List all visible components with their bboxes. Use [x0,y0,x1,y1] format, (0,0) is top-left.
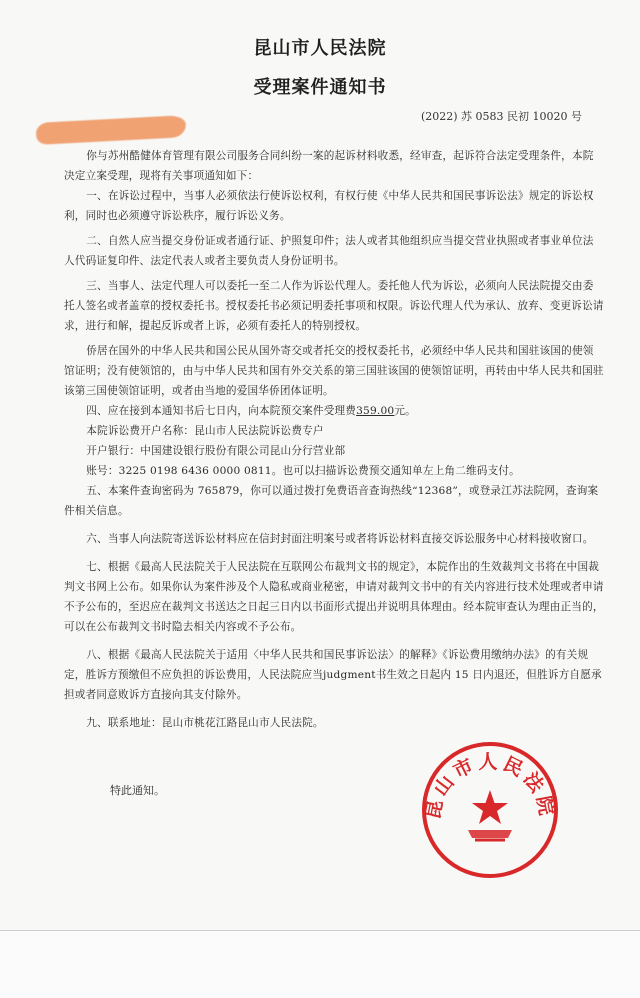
account-number-line [64,461,604,481]
item-2: 二、自然人应当提交身份证或者通行证、护照复印件；法人或者其他组织应当提交营业执照或者事业单位法人代码证复印件、法定代表人或者主要负责人身份证明书。 [64,235,594,267]
bank-value: 中国建设银行股份有限公司昆山分行营业部 [140,445,346,457]
item-7: 七、根据《最高人民法院关于人民法院在互联网公布裁判文书的规定》，本院作出的生效裁判文书将在中国裁判文书网上公布。如果你认为案件涉及个人隐私或商业秘密，申请对裁判文书中的有关内容进行技术处理或者申请不予公布的，至迟应在裁判文书送达之日起三日内以书面形式提出并说明具体理由。经本院审查认为理由正当的，可以在公布裁判文书时隐去相关内容或不予公布。 [64,561,604,633]
item-1: 一、在诉讼过程中，当事人必须依法行使诉讼权利，有权行使《中华人民共和国民事诉讼法》规定的诉讼权利，同时也必须遵守诉讼秩序，履行诉讼义务。 [64,190,594,222]
court-seal [420,740,560,880]
account-number-label: 账号： [86,465,119,477]
redaction-mark [36,115,187,145]
bank-label: 开户银行： [86,445,141,457]
seal-text: 昆山市人民法院 [422,751,558,821]
court-name-heading: 昆山市人民法院 [253,38,387,59]
document-title: 受理案件通知书 [253,77,387,98]
account-number-note: 。也可以扫描诉讼费预交通知单左上角二维码支付。 [271,465,520,477]
item-8: 八、根据《最高人民法院关于适用〈中华人民共和国民事诉讼法〉的解释》《诉讼费用缴纳办法》的有关规定，胜诉方预缴但不应负担的诉讼费用，人民法院应当judgment书生效之日起内 15 日内退还，但胜诉方自愿承担或者同意败诉方直接向其支付除外。 [64,649,602,701]
account-name-line [64,421,604,441]
fee-amount: 359.00 [356,405,395,417]
account-name-value: 昆山市人民法院诉讼费专户 [194,425,324,437]
item-5: 五、本案件查询密码为 765879，你可以通过拨打免费语音查询热线“12368”，或登录江苏法院网，查询案件相关信息。 [64,485,599,517]
item-9: 九、联系地址：昆山市桃花江路昆山市人民法院。 [86,717,324,729]
bank-line [64,441,604,461]
intro-paragraph: 你与苏州酷健体育管理有限公司服务合同纠纷一案的起诉材料收悉，经审查，起诉符合法定受理条件，本院决定立案受理，现将有关事项通知如下： [64,150,594,182]
account-number-value: 3225 0198 6436 0000 0811 [118,465,272,477]
seal-emblem-base [468,830,512,838]
item-3-continued: 侨居在国外的中华人民共和国公民从国外寄交或者托交的授权委托书，必须经中华人民共和国驻该国的使领馆证明；没有使领馆的，由与中华人民共和国有外交关系的第三国驻该国的使领馆证明，再转由中华人民共和国驻该第三国使领馆证明，或者由当地的爱国华侨团体证明。 [64,345,604,397]
item-6: 六、当事人向法院寄送诉讼材料应在信封封面注明案号或者将诉讼材料直接交诉讼服务中心材料接收窗口。 [86,533,594,545]
item-4-text: 四、应在接到本通知书后七日内，向本院预交案件受理费 [86,405,357,417]
item-3: 三、当事人、法定代理人可以委托一至二人作为诉讼代理人。委托他人代为诉讼，必须向人民法院提交由委托人签名或者盖章的授权委托书。授权委托书必须记明委托事项和权限。诉讼代理人代为承认、放弃、变更诉讼请求，进行和解，提起反诉或者上诉，必须有委托人的特别授权。 [64,280,604,332]
item-4-suffix: 元。 [394,405,416,417]
item-4 [64,401,604,421]
closing-text: 特此通知。 [110,784,165,797]
seal-star-icon [472,790,508,824]
notice-body [64,146,604,733]
case-number: (2022) 苏 0583 民初 10020 号 [420,110,582,123]
bottom-margin [0,931,640,998]
account-name-label: 本院诉讼费开户名称： [86,425,195,437]
